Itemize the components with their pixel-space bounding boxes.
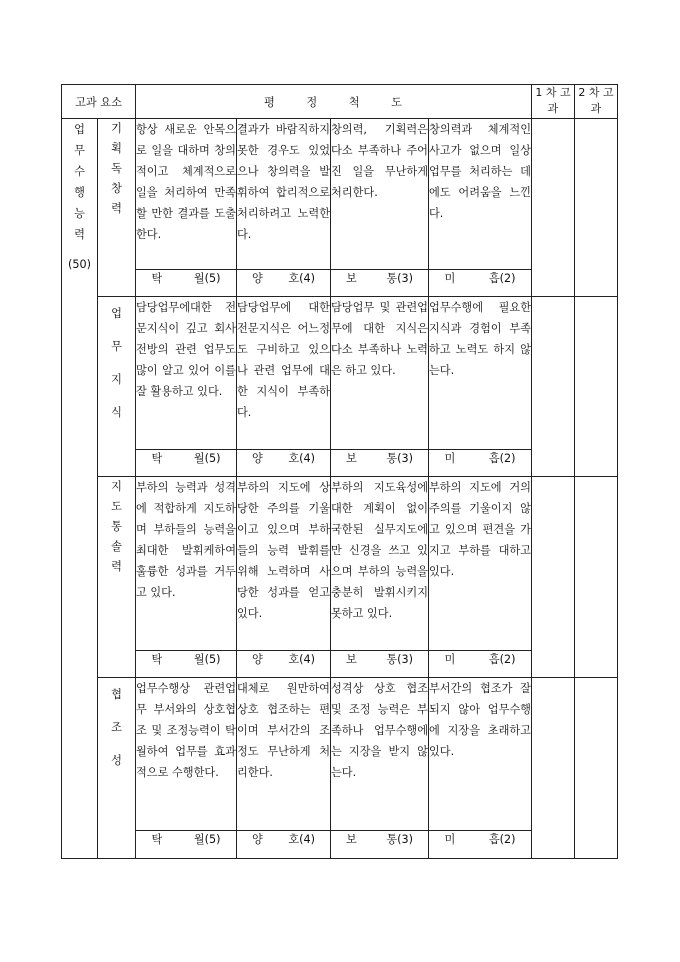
second-review-score-cell[interactable] <box>575 297 618 477</box>
element-header: 고과 요소 <box>62 85 136 119</box>
item-row-cooperation <box>62 678 618 831</box>
first-review-header: 1 차 고과 <box>532 85 575 119</box>
desc-average: 담당업무 및 관련업무에 대한 지식은 다소 부족하나 노력은 하고 있다. <box>331 297 429 450</box>
grade-good: 양 호(4) <box>237 270 331 297</box>
section-label: 업무수행능력 <box>74 123 85 241</box>
grade-poor: 미 흡(2) <box>429 651 532 678</box>
item-label-cell <box>98 119 136 297</box>
grade-good: 양 호(4) <box>237 831 331 859</box>
first-review-score-cell[interactable] <box>532 297 575 477</box>
item-label-knowledge: 업무지식 <box>111 307 122 419</box>
desc-poor: 업무수행에 필요한 지식과 경험이 부족하고 노력도 하지 않는다. <box>429 297 532 450</box>
scale-header: 평 정 척 도 <box>136 85 532 119</box>
grade-good: 양 호(4) <box>237 651 331 678</box>
grade-excellent: 탁 월(5) <box>136 651 237 678</box>
item-label-cooperation: 협조성 <box>111 688 122 767</box>
grade-average: 보 통(3) <box>331 450 429 477</box>
item-row-leadership <box>62 477 618 651</box>
desc-average: 성격상 상호 협조 및 조정 능력은 부족하나 업무수행에는 지장을 받지 않는다. <box>331 678 429 831</box>
grade-average: 보 통(3) <box>331 651 429 678</box>
item-label-cell <box>98 297 136 477</box>
evaluation-table <box>61 84 618 859</box>
desc-excellent: 업무수행상 관련업무 부서와의 상호협조 및 조정능력이 탁월하여 업무를 효과적으로 수행한다. <box>136 678 237 831</box>
item-label-cell <box>98 678 136 859</box>
grade-excellent: 탁 월(5) <box>136 450 237 477</box>
second-review-score-cell[interactable] <box>575 678 618 859</box>
section-label-cell <box>62 119 98 859</box>
desc-good: 담당업무에 대한 전문지식은 어느정도 구비하고 있으나 관련 업무에 대한 지식이 부족하다. <box>237 297 331 450</box>
item-row-planning <box>62 119 618 270</box>
desc-excellent: 부하의 능력과 성격에 적합하게 지도하며 부하들의 능력을 최대한 발휘케하여 훌륭한 성과를 거두고 있다. <box>136 477 237 651</box>
item-row-knowledge <box>62 297 618 450</box>
desc-average: 부하의 지도육성에 대한 계획이 없이 국한된 실무지도에만 신경을 쓰고 있으며 부하의 능력을 충분히 발휘시키지 못하고 있다. <box>331 477 429 651</box>
desc-excellent: 담당업무에대한 전문지식이 깊고 회사전방의 관련 업무도 많이 알고 있어 이를 잘 활용하고 있다. <box>136 297 237 450</box>
desc-poor: 부서간의 협조가 잘 되지 않아 업무수행에 지장을 초래하고 있다. <box>429 678 532 831</box>
desc-good: 부하의 지도에 상당한 주의를 기울이고 있으며 부하들의 능력 발휘를 위해 노력하며 사당한 성과를 얻고 있다. <box>237 477 331 651</box>
grade-excellent: 탁 월(5) <box>136 270 237 297</box>
second-review-header: 2 차 고과 <box>575 85 618 119</box>
grade-poor: 미 흡(2) <box>429 831 532 859</box>
first-review-score-cell[interactable] <box>532 678 575 859</box>
second-review-score-cell[interactable] <box>575 477 618 678</box>
grade-excellent: 탁 월(5) <box>136 831 237 859</box>
grade-good: 양 호(4) <box>237 450 331 477</box>
item-label-leadership: 지도통솔력 <box>111 480 122 573</box>
item-label-cell <box>98 477 136 678</box>
grade-average: 보 통(3) <box>331 270 429 297</box>
first-review-score-cell[interactable] <box>532 477 575 678</box>
header-row <box>62 85 618 119</box>
first-review-score-cell[interactable] <box>532 119 575 297</box>
grade-poor: 미 흡(2) <box>429 450 532 477</box>
desc-poor: 창의력과 체계적인 사고가 없으며 일상업무를 처리하는 데에도 어려움을 느낀다. <box>429 119 532 270</box>
desc-poor: 부하의 지도에 거의 주의를 기울이지 않고 있으며 편견을 가지고 부하를 대하고 있다. <box>429 477 532 651</box>
desc-good: 결과가 바람직하지 못한 경우도 있었으나 창의력을 발휘하여 합리적으로 처리하려고 노력한다. <box>237 119 331 270</box>
desc-average: 창의력, 기획력은 다소 부족하나 주어진 일을 무난하게 처리한다. <box>331 119 429 270</box>
grade-poor: 미 흡(2) <box>429 270 532 297</box>
item-label-planning: 기획독창력 <box>111 122 122 215</box>
desc-excellent: 항상 새로운 안목으로 일을 대하며 창의적이고 체계적으로 일을 처리하여 만족할 만한 결과를 도출한다. <box>136 119 237 270</box>
grade-average: 보 통(3) <box>331 831 429 859</box>
section-score: (50) <box>68 258 91 271</box>
desc-good: 대체로 원만하여 상호 협조하는 편이며 부서간의 조정도 무난하게 처리한다. <box>237 678 331 831</box>
second-review-score-cell[interactable] <box>575 119 618 297</box>
